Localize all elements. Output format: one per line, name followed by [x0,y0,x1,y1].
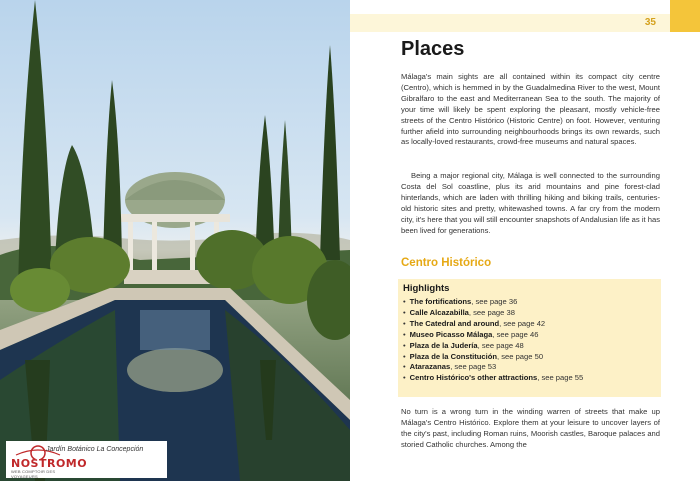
section-paragraph: No turn is a wrong turn in the winding warren of streets that make up Málaga's Centro Histórico. Explore them at your leisure to uncover layers of the city's past, including Roman ruins, Moorish castles, Baroque palaces and storied Catholic churches. Among the [401,407,660,449]
highlights-list [403,297,656,384]
highlight-item [403,297,656,308]
highlights-title: Highlights [403,283,450,294]
highlight-item [403,330,656,341]
highlight-name: Plaza de la Constitución [409,351,498,361]
highlight-item [403,319,656,330]
highlight-name: Centro Histórico's other attractions [409,373,538,383]
highlight-name: The Catedral and around [409,318,500,328]
photo-caption-box [6,441,167,478]
logo-tagline: WEB COMPTOIR DES VOYAGEURS [11,469,56,479]
highlight-ref: , see page 38 [468,307,515,317]
caption-text: Jardín Botánico La Concepción [46,446,144,453]
section-heading: Centro Histórico [401,257,492,269]
highlight-item [403,308,656,319]
highlights-box [398,279,661,397]
highlight-name: Museo Picasso Málaga [409,329,493,339]
highlight-item [403,341,656,352]
highlight-name: Calle Alcazabilla [409,307,469,317]
highlight-ref: , see page 53 [450,362,497,372]
highlight-item [403,352,656,363]
page-header-tab [350,14,670,32]
highlight-ref: , see page 55 [537,373,584,383]
page-color-block [670,0,700,32]
logo-name: NOSTROMO [11,457,88,470]
highlight-ref: , see page 36 [471,297,518,306]
highlight-name: Plaza de la Judería [409,340,478,350]
highlight-item [403,373,656,384]
highlight-ref: , see page 50 [497,351,544,361]
intro-paragraph-1: Málaga's main sights are all contained within its compact city centre (Centro), which is hemmed in by the Guadalmedina River to the west, Mount Gibralfaro to the east and Mediterranean Sea to the south. The majority of your time will likely be spent exploring the pleasant, mostly vehicle-free streets of the Centro Histórico (Historic Centre) on foot. However, venturing further afield into surrounding neighbourhoods brings its own rewards, such as locally-loved restaurants, crowd-free museums and natural spaces. [401,72,660,147]
intro-paragraph-2: Being a major regional city, Málaga is well connected to the surrounding Costa del Sol coastline, plus its arid mountains and pine forest-clad hinterlands, which are laden with thrilling hiking and biking trails, centuries-old historic sites and pretty, whitewashed towns. A far cry from the modern city, it's here that you will still encounter snapshots of Andalusian life as it has been lived for generations. [401,171,660,235]
highlight-ref: , see page 42 [499,318,546,328]
highlight-item [403,362,656,373]
page-number: 35 [644,17,656,28]
highlight-ref: , see page 46 [492,329,539,339]
highlight-ref: , see page 48 [477,340,524,350]
highlight-name: Atarazanas [409,362,451,372]
page-title: Places [401,38,465,60]
highlight-name: The fortifications [409,297,472,306]
